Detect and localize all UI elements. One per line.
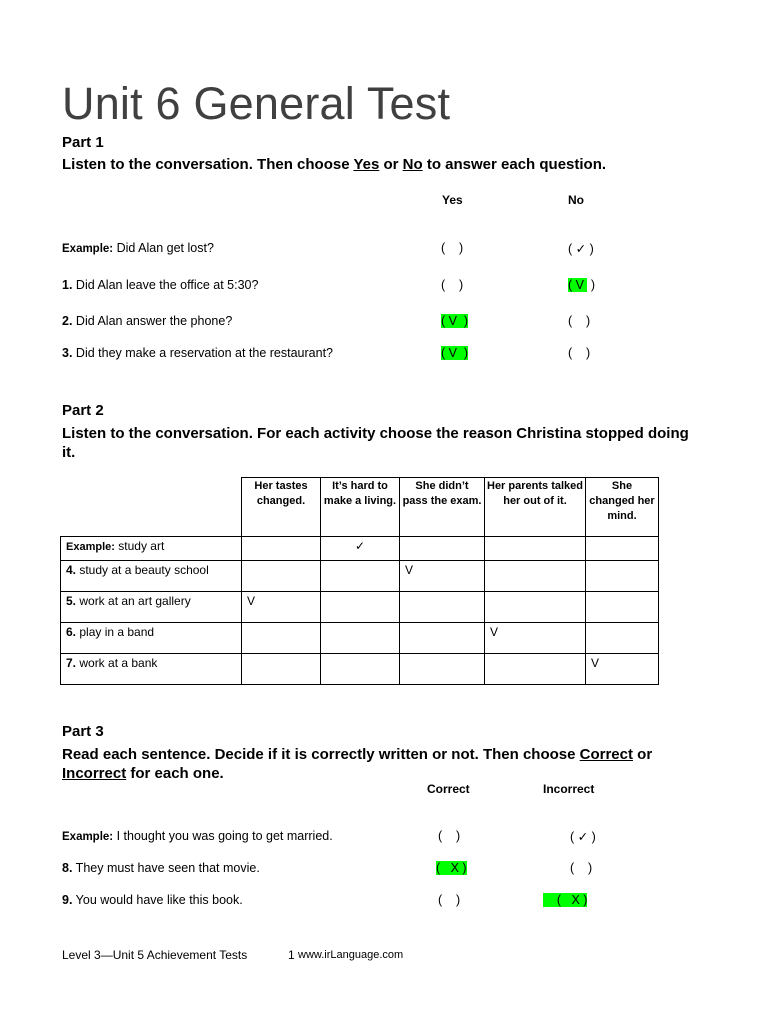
part1-question-3: 3. Did they make a reservation at the restaurant? bbox=[62, 346, 333, 360]
part1-example-question: Example: Did Alan get lost? bbox=[62, 241, 214, 255]
part3-q9-incorrect[interactable]: ( X ) bbox=[543, 893, 588, 907]
answer-cell[interactable] bbox=[586, 591, 659, 622]
answer-cell[interactable] bbox=[321, 591, 400, 622]
column-header: Her parents talked her out of it. bbox=[485, 478, 586, 537]
answer-cell[interactable]: V bbox=[400, 560, 485, 591]
part3-example-incorrect[interactable]: ( ✓ ) bbox=[570, 830, 596, 844]
part3-col-correct: Correct bbox=[427, 782, 470, 796]
row-label: 6. play in a band bbox=[61, 622, 242, 653]
answer-cell[interactable] bbox=[242, 560, 321, 591]
answer-cell[interactable] bbox=[400, 622, 485, 653]
answer-cell[interactable] bbox=[485, 653, 586, 684]
part1-q1-yes[interactable]: ( ) bbox=[441, 278, 464, 292]
part3-sentence-9: 9. You would have like this book. bbox=[62, 893, 243, 907]
page-title: Unit 6 General Test bbox=[62, 78, 451, 129]
part1-instructions: Listen to the conversation. Then choose Yes or No to answer each question. bbox=[62, 156, 607, 173]
part1-q3-yes[interactable]: ( V ) bbox=[441, 346, 469, 360]
part1-question-2: 2. Did Alan answer the phone? bbox=[62, 314, 233, 328]
answer-cell[interactable] bbox=[586, 560, 659, 591]
part3-example-correct[interactable]: ( ) bbox=[438, 829, 461, 843]
part1-example-yes[interactable]: ( ) bbox=[441, 241, 464, 255]
answer-cell[interactable] bbox=[586, 622, 659, 653]
table-row bbox=[61, 536, 659, 560]
answer-cell[interactable] bbox=[485, 591, 586, 622]
answer-cell[interactable] bbox=[321, 653, 400, 684]
page-number: 1 bbox=[288, 948, 295, 962]
answer-cell[interactable] bbox=[485, 560, 586, 591]
footer-text: Level 3—Unit 5 Achievement Tests bbox=[62, 948, 248, 962]
answer-cell[interactable] bbox=[242, 653, 321, 684]
part1-q2-yes[interactable]: ( V ) bbox=[441, 314, 469, 328]
part1-q1-no[interactable]: ( V ) bbox=[568, 278, 596, 292]
column-header: Her tastes changed. bbox=[242, 478, 321, 537]
answer-cell[interactable] bbox=[400, 653, 485, 684]
table-row bbox=[61, 591, 659, 622]
answer-cell[interactable]: V bbox=[586, 653, 659, 684]
table-row bbox=[61, 653, 659, 684]
column-header: It’s hard to make a living. bbox=[321, 478, 400, 537]
table-row bbox=[61, 560, 659, 591]
row-label: 7. work at a bank bbox=[61, 653, 242, 684]
part3-heading: Part 3 bbox=[62, 723, 104, 740]
column-header: She didn’t pass the exam. bbox=[400, 478, 485, 537]
part3-example-sentence: Example: I thought you was going to get married. bbox=[62, 829, 333, 843]
column-header: She changed her mind. bbox=[586, 478, 659, 537]
answer-cell[interactable] bbox=[485, 536, 586, 560]
answer-cell[interactable]: ✓ bbox=[321, 536, 400, 560]
part1-heading: Part 1 bbox=[62, 134, 104, 151]
table-corner bbox=[61, 478, 242, 537]
row-label: 4. study at a beauty school bbox=[61, 560, 242, 591]
answer-cell[interactable] bbox=[321, 560, 400, 591]
answer-cell[interactable] bbox=[321, 622, 400, 653]
part1-question-1: 1. Did Alan leave the office at 5:30? bbox=[62, 278, 259, 292]
part1-col-yes: Yes bbox=[442, 193, 463, 207]
part2-instructions: Listen to the conversation. For each activity choose the reason Christina stopped doing it. bbox=[62, 425, 689, 461]
part3-q8-correct[interactable]: ( X ) bbox=[436, 861, 467, 875]
part3-q9-correct[interactable]: ( ) bbox=[438, 893, 461, 907]
answer-cell[interactable] bbox=[400, 591, 485, 622]
part3-col-incorrect: Incorrect bbox=[543, 782, 595, 796]
answer-cell[interactable] bbox=[242, 536, 321, 560]
row-label: 5. work at an art gallery bbox=[61, 591, 242, 622]
part3-q8-incorrect[interactable]: ( ) bbox=[570, 861, 593, 875]
footer-url[interactable]: www.irLanguage.com bbox=[298, 949, 404, 961]
part1-q3-no[interactable]: ( ) bbox=[568, 346, 591, 360]
answer-cell[interactable] bbox=[586, 536, 659, 560]
part3-sentence-8: 8. They must have seen that movie. bbox=[62, 861, 260, 875]
row-label: Example: study art bbox=[61, 536, 242, 560]
part1-q2-no[interactable]: ( ) bbox=[568, 314, 591, 328]
part3-instructions: Read each sentence. Decide if it is correctly written or not. Then choose Correct or Incorrect for each one. bbox=[62, 746, 653, 782]
part1-col-no: No bbox=[568, 193, 584, 207]
part2-table bbox=[60, 477, 659, 685]
part1-example-no[interactable]: ( ✓ ) bbox=[568, 242, 594, 256]
answer-cell[interactable]: V bbox=[485, 622, 586, 653]
table-header-row bbox=[61, 478, 659, 537]
table-row bbox=[61, 622, 659, 653]
answer-cell[interactable] bbox=[400, 536, 485, 560]
part2-heading: Part 2 bbox=[62, 402, 104, 419]
answer-cell[interactable] bbox=[242, 622, 321, 653]
answer-cell[interactable]: V bbox=[242, 591, 321, 622]
